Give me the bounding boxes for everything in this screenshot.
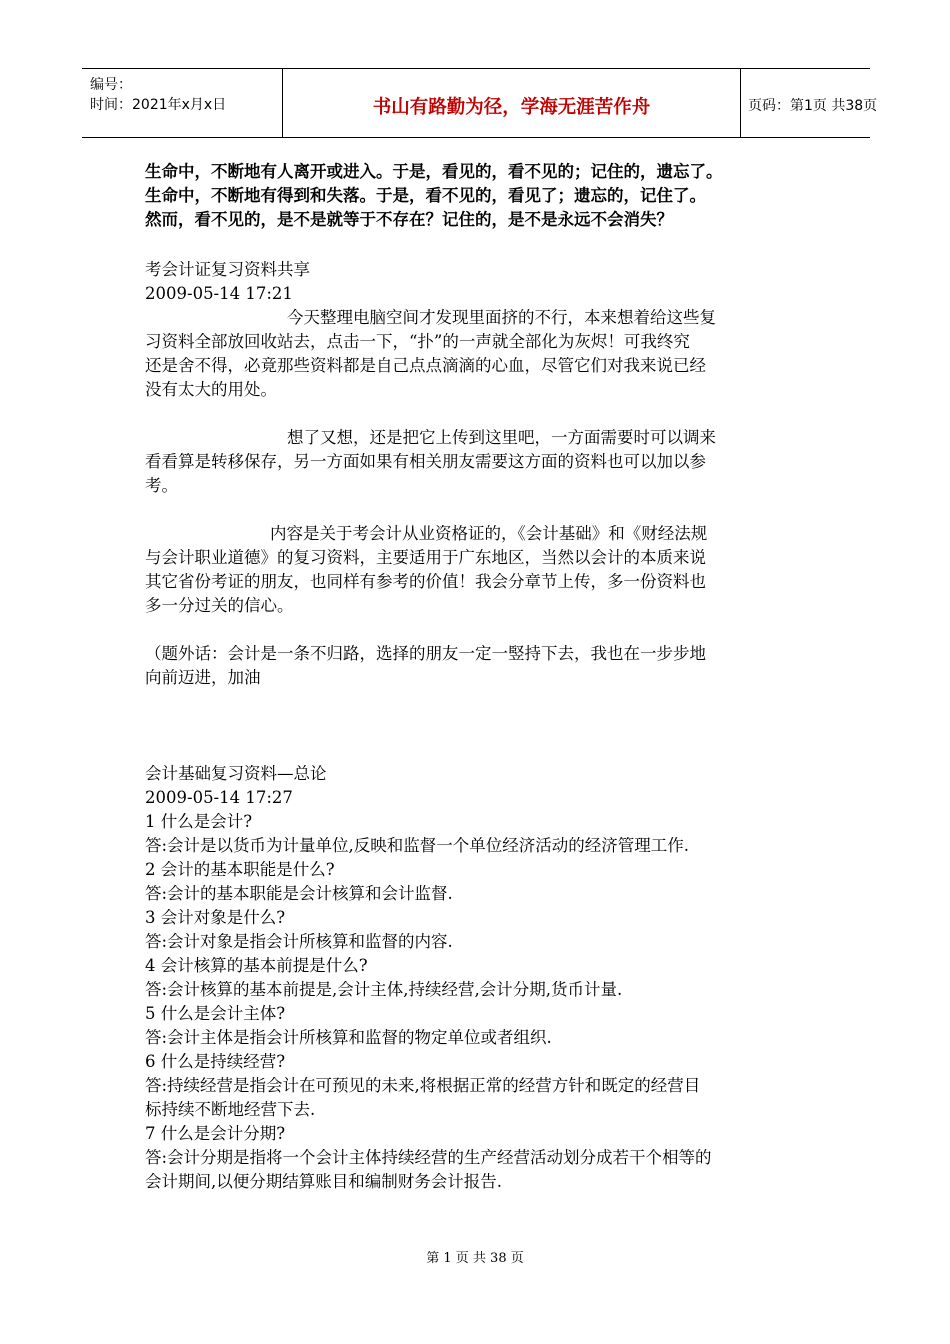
qa-line: 5 什么是会计主体? — [145, 1004, 286, 1023]
qa-list — [145, 810, 825, 1194]
document-body — [145, 258, 825, 1194]
qa-line: 答:会计核算的基本前提是,会计主体,持续经营,会计分期,货币计量. — [145, 980, 623, 999]
paragraph-line: 还是舍不得，必竟那些资料都是自己点点滴滴的心血，尽管它们对我来说已经 — [145, 356, 706, 375]
header-motto: 书山有路勤为径，学海无涯苦作舟 — [372, 97, 651, 118]
document-number-label: 编号： — [90, 77, 132, 93]
qa-line: 答:会计的基本职能是会计核算和会计监督. — [145, 884, 453, 903]
qa-line: 4 会计核算的基本前提是什么? — [145, 956, 368, 975]
qa-line: 答:会计是以货币为计量单位,反映和监督一个单位经济活动的经济管理工作. — [145, 836, 690, 855]
post-datetime: 2009-05-14 17:21 — [145, 284, 293, 303]
intro-quote — [145, 160, 825, 232]
qa-line: 1 什么是会计? — [145, 812, 253, 831]
intro-line: 然而，看不见的，是不是就等于不存在？记住的，是不是永远不会消失？ — [145, 210, 673, 229]
paragraph-line: （题外话：会计是一条不归路，选择的朋友一定一竪持下去，我也在一步步地 — [145, 644, 706, 663]
paragraph-line: 考。 — [145, 476, 178, 495]
post-title: 会计基础复习资料—总论 — [145, 764, 327, 783]
paragraph — [145, 426, 825, 498]
intro-line: 生命中，不断地有得到和失落。于是，看不见的，看见了；遗忘的，记住了。 — [145, 186, 706, 205]
qa-line: 答:会计分期是指将一个会计主体持续经营的生产经营活动划分成若干个相等的 — [145, 1148, 712, 1167]
paragraph-line: 没有太大的用处。 — [145, 380, 277, 399]
post-title: 考会计证复习资料共享 — [145, 260, 310, 279]
post-datetime: 2009-05-14 17:27 — [145, 788, 293, 807]
paragraph-line: 内容是关于考会计从业资格证的，《会计基础》和《财经法规 — [270, 524, 708, 543]
qa-line: 答:持续经营是指会计在可预见的未来,将根据正常的经营方针和既定的经营目 — [145, 1076, 701, 1095]
qa-line: 2 会计的基本职能是什么? — [145, 860, 335, 879]
paragraph-line: 与会计职业道德》的复习资料，主要适用于广东地区，当然以会计的本质来说 — [145, 548, 706, 567]
paragraph — [145, 642, 825, 690]
header-meta-cell — [82, 69, 282, 137]
qa-line: 答:会计主体是指会计所核算和监督的物定单位或者组织. — [145, 1028, 552, 1047]
qa-line: 6 什么是持续经营? — [145, 1052, 286, 1071]
qa-line: 3 会计对象是什么? — [145, 908, 286, 927]
document-header — [82, 68, 878, 138]
qa-line: 会计期间,以便分期结算账目和编制财务会计报告. — [145, 1172, 502, 1191]
paragraph — [145, 306, 825, 402]
paragraph-line: 习资料全部放回收站去，点击一下，“扑”的一声就全部化为灰烬！可我终究 — [145, 332, 690, 351]
paragraph-line: 向前迈进，加油 — [145, 668, 261, 687]
qa-line: 答:会计对象是指会计所核算和监督的内容. — [145, 932, 453, 951]
header-page-cell — [740, 69, 878, 137]
qa-line: 标持续不断地经营下去. — [145, 1100, 316, 1119]
intro-line: 生命中，不断地有人离开或进入。于是，看见的，看不见的；记住的，遗忘了。 — [145, 162, 723, 181]
page-footer: 第 1 页 共 38 页 — [426, 1251, 524, 1266]
paragraph-line: 其它省份考证的朋友，也同样有参考的价值！我会分章节上传，多一份资料也 — [145, 572, 706, 591]
paragraph-line: 想了又想，还是把它上传到这里吧，一方面需要时可以调来 — [287, 428, 716, 447]
paragraph-line: 看看算是转移保存，另一方面如果有相关朋友需要这方面的资料也可以加以参 — [145, 452, 706, 471]
paragraph-line: 今天整理电脑空间才发现里面挤的不行，本来想着给这些复 — [287, 308, 716, 327]
paragraph-line: 多一分过关的信心。 — [145, 596, 294, 615]
paragraph — [145, 522, 825, 618]
header-motto-cell — [282, 69, 741, 137]
header-page-info: 页码：第1页 共38页 — [748, 98, 878, 114]
document-date-label: 时间：2021年x月x日 — [90, 97, 227, 113]
qa-line: 7 什么是会计分期? — [145, 1124, 286, 1143]
